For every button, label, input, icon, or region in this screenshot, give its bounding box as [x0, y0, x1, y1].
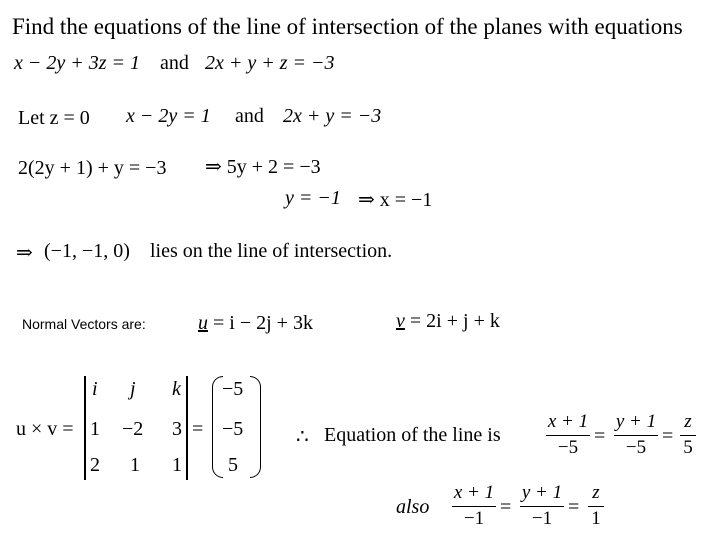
fraction-bar [614, 435, 658, 436]
fraction-numerator: x + 1 [547, 411, 589, 432]
fraction-numerator: y + 1 [521, 482, 563, 503]
det-cell: i [92, 378, 98, 400]
let-z-zero: Let z = 0 [18, 107, 90, 129]
result-component: −5 [222, 378, 244, 400]
u-symbol: u [198, 312, 208, 334]
fraction-denominator: 1 [591, 507, 601, 529]
and-text-2: and [235, 105, 264, 127]
simplified-equation: ⇒ 5y + 2 = −3 [205, 156, 321, 178]
equals-sign: = [568, 496, 580, 518]
substitution-equation: 2(2y + 1) + y = −3 [18, 157, 167, 179]
heading: Find the equations of the line of intersection of the planes with equations [12, 14, 683, 39]
also-label: also [396, 496, 430, 518]
and-text-1: and [160, 52, 189, 74]
fraction-numerator: z [684, 411, 692, 432]
det-cell: j [130, 378, 136, 400]
fraction-bar [680, 435, 696, 436]
fraction-denominator: −1 [531, 507, 553, 529]
fraction-numerator: y + 1 [615, 411, 657, 432]
point-statement: lies on the line of intersection. [150, 240, 393, 262]
u-components: = i − 2j + 3k [208, 312, 313, 334]
det-cell: 1 [90, 418, 100, 440]
fraction-x-alt [452, 483, 496, 530]
det-cell: −2 [122, 418, 144, 440]
y-value: y = −1 [285, 187, 341, 209]
plane-equation-1: x − 2y + 3z = 1 [14, 52, 141, 74]
fraction-y [614, 412, 658, 459]
equals-sign: = [594, 425, 606, 447]
v-symbol: v [396, 310, 405, 332]
normal-vectors-label: Normal Vectors are: [22, 316, 146, 332]
plane-equation-2: 2x + y + z = −3 [205, 52, 335, 74]
cross-product-label: u × v = [16, 418, 74, 440]
fraction-denominator: −1 [463, 507, 485, 529]
fraction-bar [520, 506, 564, 507]
determinant-right-bar [186, 376, 188, 480]
fraction-z [680, 412, 696, 459]
det-cell: 1 [172, 454, 182, 476]
normal-vector-u [198, 312, 313, 335]
fraction-denominator: −5 [557, 436, 579, 458]
fraction-bar [452, 506, 496, 507]
det-cell: 1 [130, 454, 140, 476]
det-cell: k [172, 378, 181, 400]
determinant-left-bar [84, 376, 86, 480]
implies-arrow: ⇒ [16, 242, 33, 264]
fraction-denominator: 5 [683, 436, 693, 458]
v-components: = 2i + j + k [404, 310, 500, 332]
equals-sign: = [662, 425, 674, 447]
fraction-y-alt [520, 483, 564, 530]
normal-vector-v [396, 310, 500, 333]
fraction-numerator: x + 1 [453, 482, 495, 503]
equals-sign: = [500, 496, 512, 518]
point-coordinates: (−1, −1, 0) [44, 240, 130, 262]
reduced-equation-2: 2x + y = −3 [283, 105, 382, 127]
fraction-bar [546, 435, 590, 436]
reduced-equation-1: x − 2y = 1 [126, 105, 211, 127]
line-equation-label: Equation of the line is [324, 424, 501, 446]
det-cell: 2 [90, 454, 100, 476]
result-component: 5 [228, 454, 238, 476]
therefore-symbol: ∴ [296, 426, 309, 448]
fraction-denominator: −5 [625, 436, 647, 458]
result-right-paren [250, 376, 261, 478]
fraction-x [546, 412, 590, 459]
fraction-numerator: z [592, 482, 600, 503]
det-cell: 3 [172, 418, 182, 440]
result-component: −5 [222, 418, 244, 440]
x-value: ⇒ x = −1 [358, 189, 433, 211]
fraction-bar [588, 506, 604, 507]
cross-equals: = [192, 418, 204, 440]
fraction-z-alt [588, 483, 604, 530]
